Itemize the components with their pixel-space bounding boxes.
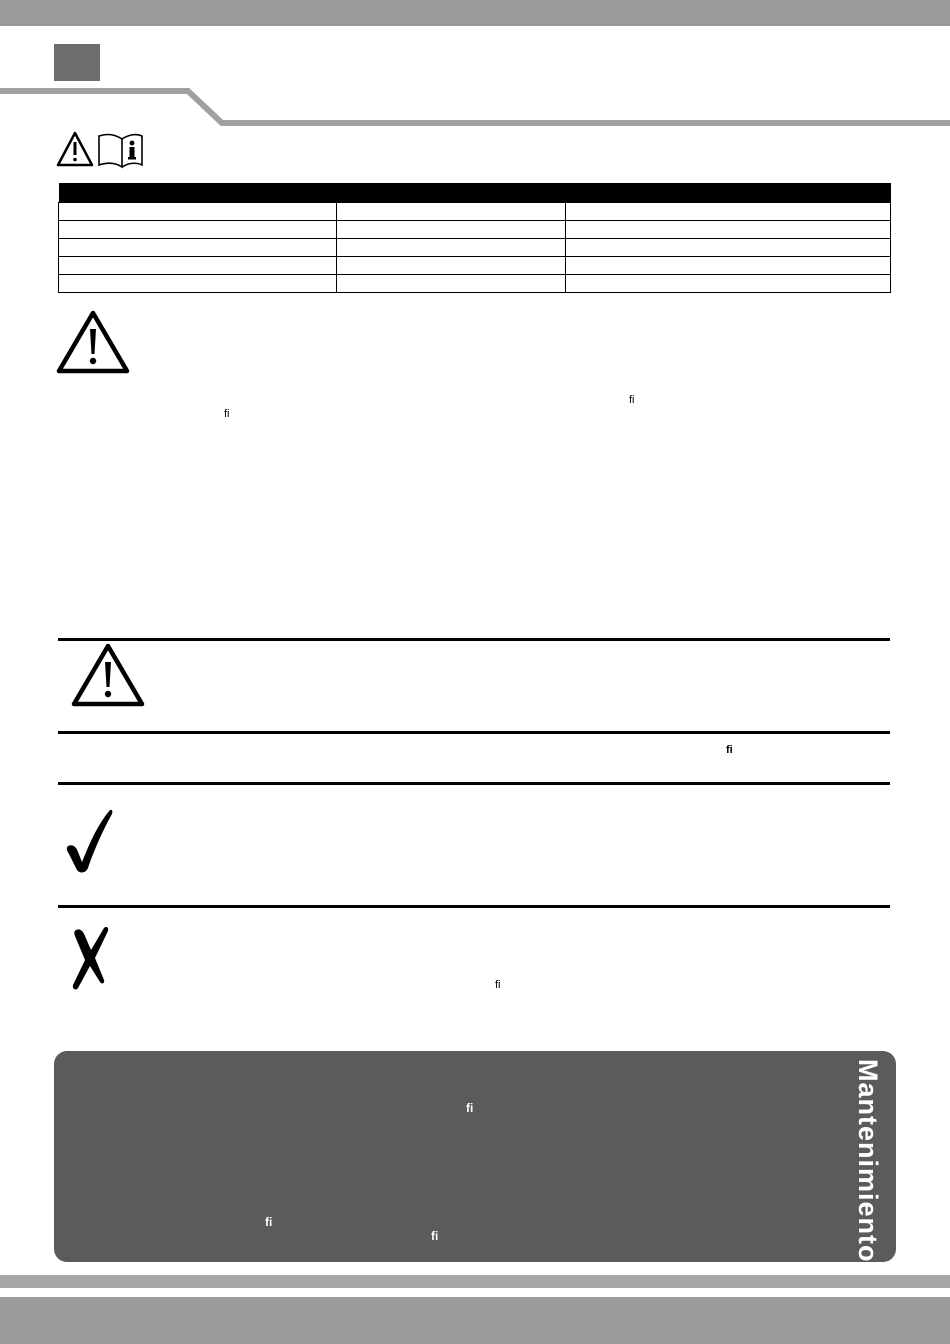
section-divider: [58, 731, 890, 734]
section-divider: [58, 638, 890, 641]
table-cell: [566, 221, 891, 239]
read-manual-icon: [99, 135, 142, 167]
table-cell: [566, 203, 891, 221]
table-cell: [566, 257, 891, 275]
text-fragment: fi: [629, 394, 635, 406]
table-cell: [337, 275, 566, 293]
maintenance-panel: [54, 1051, 896, 1262]
table-header-cell: [566, 183, 891, 203]
table-cell: [566, 275, 891, 293]
table-row: [59, 275, 891, 293]
panel-text-fragment: fi: [265, 1215, 273, 1229]
table-cell: [59, 203, 337, 221]
section-divider: [58, 905, 890, 908]
panel-text-fragment: fi: [431, 1229, 439, 1243]
table-row: [59, 203, 891, 221]
spec-table: [58, 183, 891, 293]
table-cell: [59, 275, 337, 293]
table-header-cell: [337, 183, 566, 203]
warning-triangle-icon: [55, 309, 131, 375]
header-rule: [0, 86, 950, 128]
table-row: [59, 239, 891, 257]
table-header-cell: [59, 183, 337, 203]
text-fragment: fi: [495, 979, 501, 991]
top-band: [0, 0, 950, 26]
footer-band: [0, 1297, 950, 1344]
section-marker-square: [54, 44, 100, 81]
checkmark-icon: [62, 806, 118, 876]
table-cell: [337, 203, 566, 221]
text-fragment: fi: [726, 744, 733, 756]
table-cell: [337, 257, 566, 275]
safety-icons: [56, 130, 146, 170]
table-header-row: [59, 183, 891, 203]
warning-icon: [58, 133, 92, 165]
footer-band: [0, 1275, 950, 1288]
table-cell: [566, 239, 891, 257]
section-divider: [58, 782, 890, 785]
panel-text-fragment: fi: [466, 1101, 474, 1115]
table-cell: [59, 221, 337, 239]
warning-triangle-icon: [70, 642, 146, 708]
table-cell: [59, 239, 337, 257]
table-row: [59, 221, 891, 239]
table-row: [59, 257, 891, 275]
table-cell: [337, 221, 566, 239]
section-title-vertical: Mantenimiento: [853, 1059, 883, 1263]
text-fragment: fi: [224, 408, 230, 420]
cross-icon: [62, 922, 118, 992]
table-cell: [59, 257, 337, 275]
table-cell: [337, 239, 566, 257]
